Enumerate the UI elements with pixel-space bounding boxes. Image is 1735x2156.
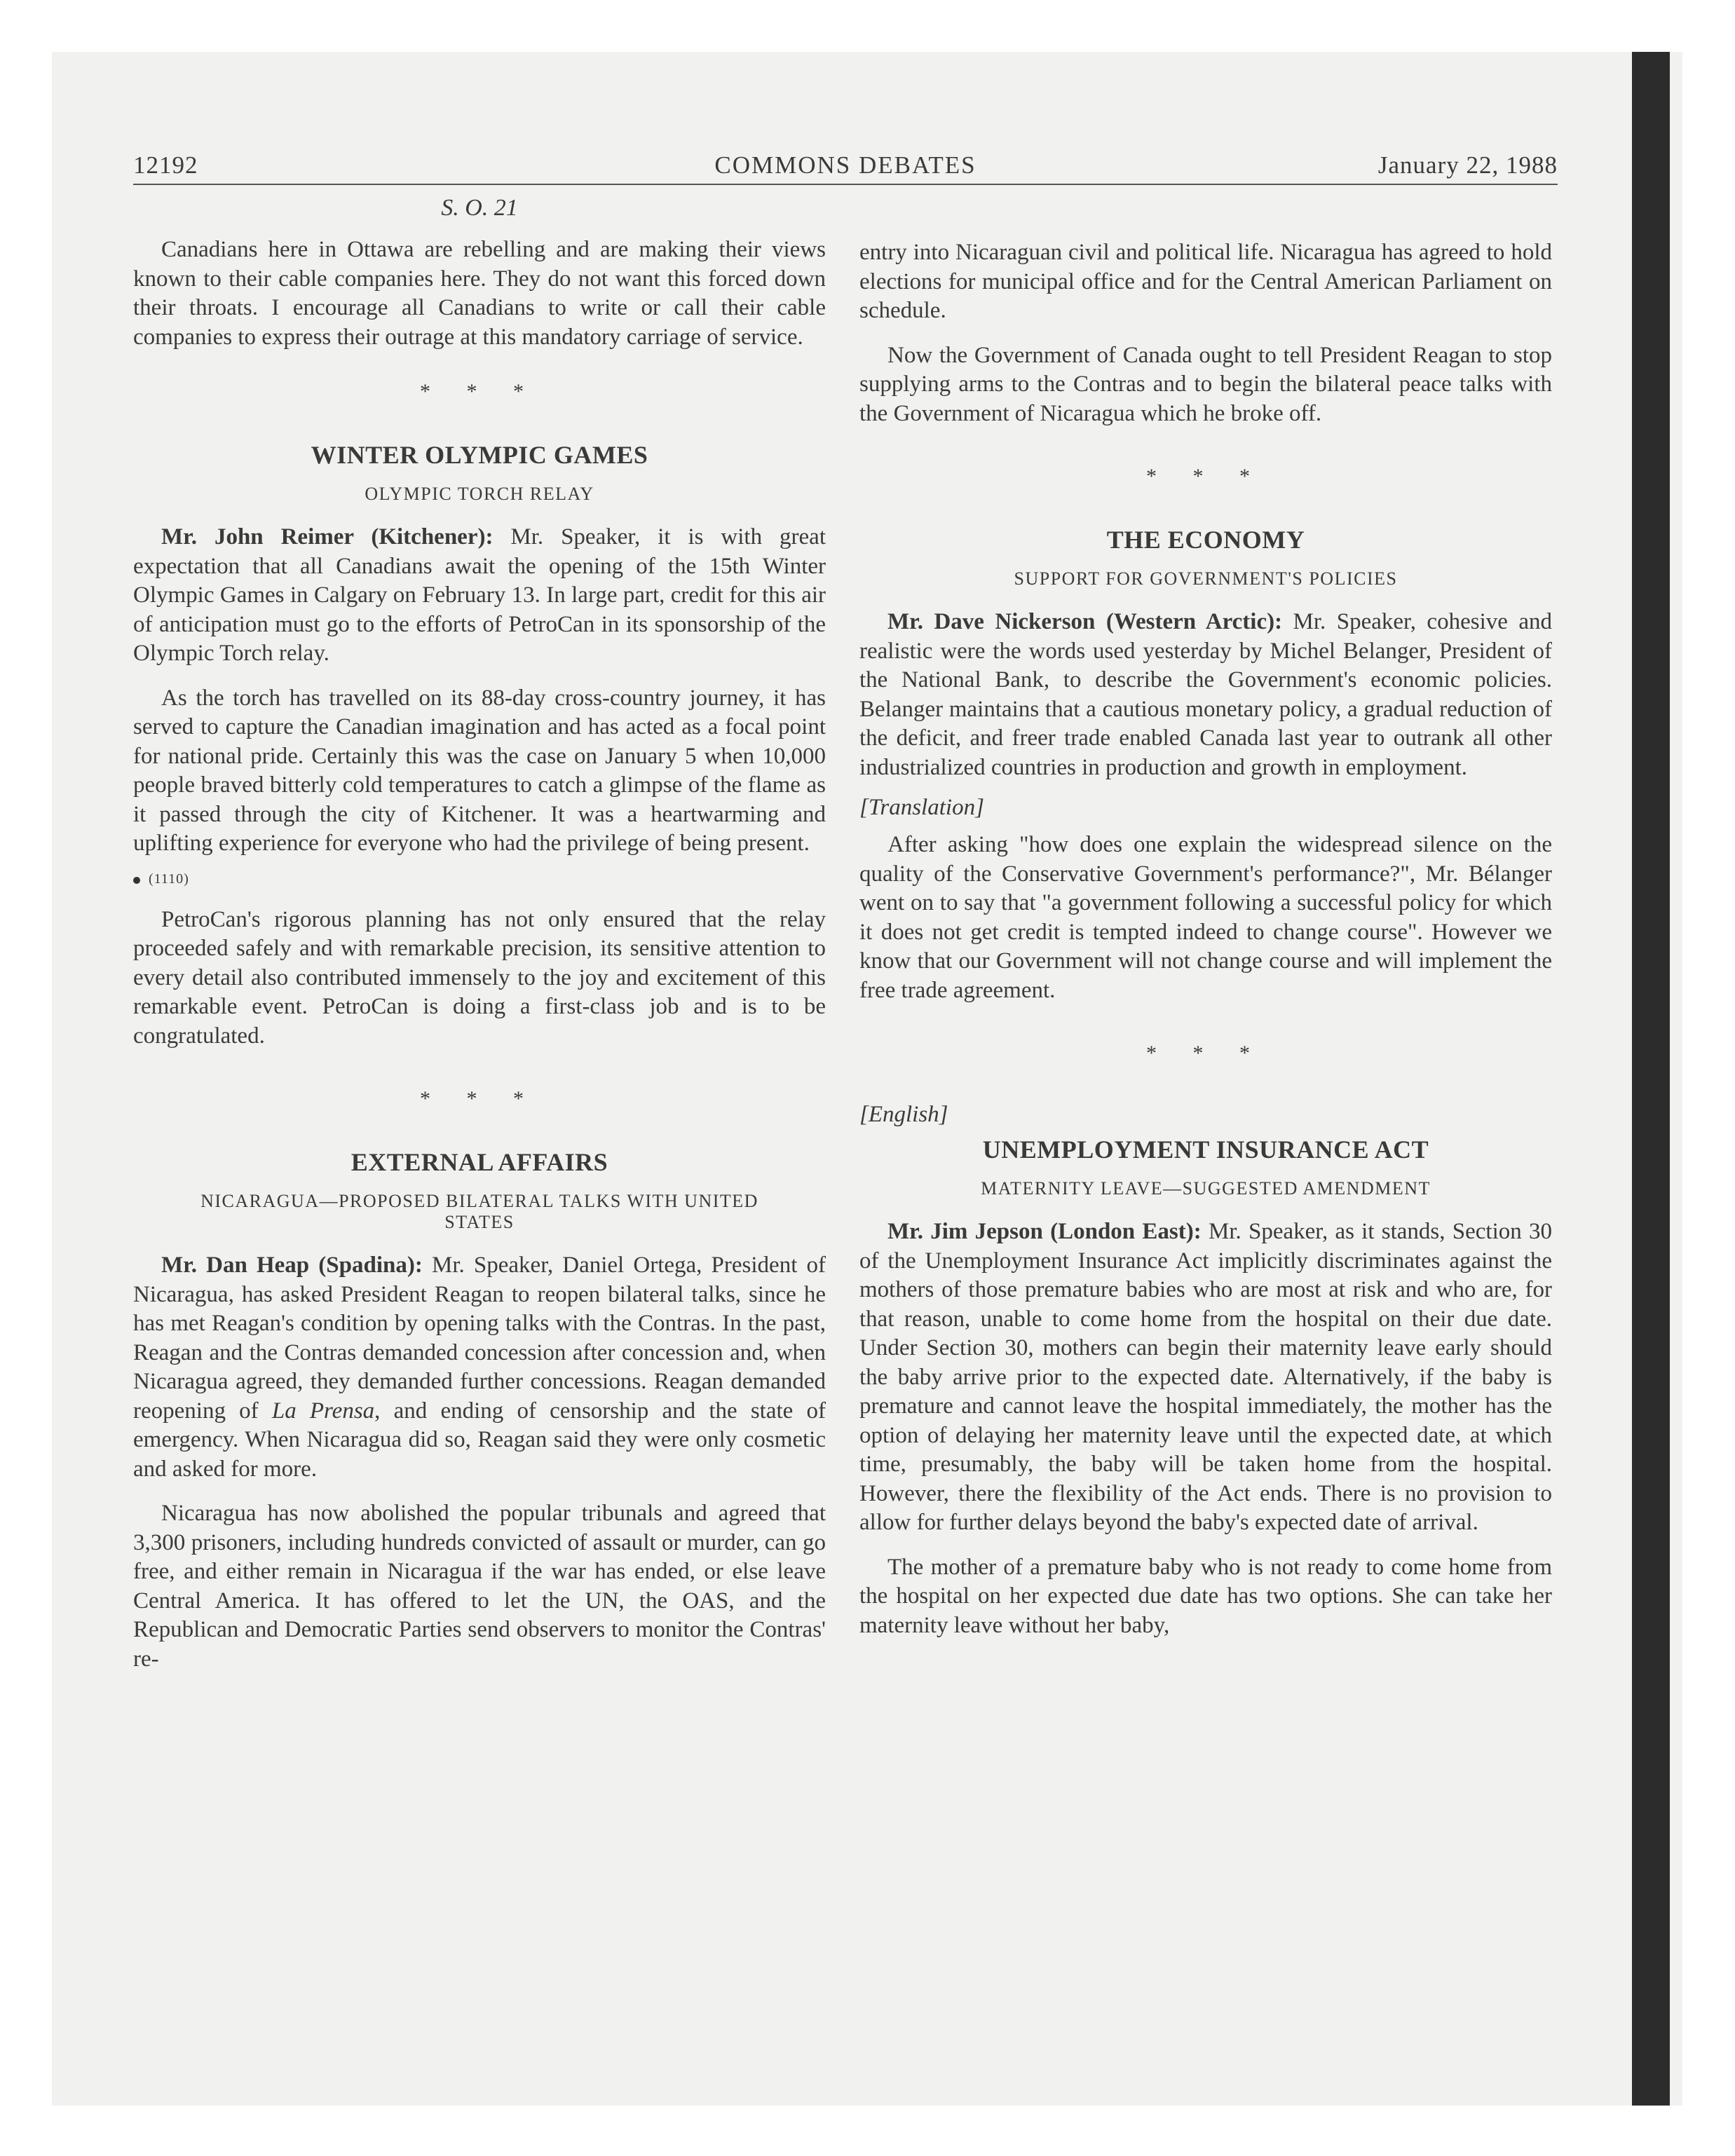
standing-order-label: S. O. 21 — [441, 195, 518, 221]
scan-edge-bar — [1632, 52, 1670, 2106]
section-separator: * * * — [1146, 1042, 1265, 1065]
paragraph: Mr. Dave Nickerson (Western Arctic): Mr. Speaker, cohesive and realistic were the words used yesterday by Michel Belanger, President of the National Bank, to describe the Government's economic policies. Belanger maintains that a cautious monetary policy, a gradual reduction of the deficit, and freer trade enabled Canada last year to outrank all other industrialized countries in production and growth in employment. — [859, 609, 1552, 780]
section-subheading: NICARAGUA—PROPOSED BILATERAL TALKS WITH UNITED STATES — [200, 1191, 758, 1232]
section-heading: UNEMPLOYMENT INSURANCE ACT — [982, 1135, 1429, 1164]
speaker-name: Mr. Jim Jepson (London East): — [887, 1219, 1202, 1244]
speaker-name: Mr. John Reimer (Kitchener): — [161, 524, 494, 550]
page-number: 12192 — [133, 151, 198, 179]
bullet-icon — [133, 877, 140, 884]
paragraph: PetroCan's rigorous planning has not only ensured that the relay proceeded safely and with remarkable precision, its sensitive attention to every detail also contributed immensely to the joy and excitement of this remarkable event. PetroCan is doing a first-class job and is to be congratulated. — [133, 906, 826, 1049]
page-header — [133, 144, 1558, 185]
paragraph: Nicaragua has now abolished the popular tribunals and agreed that 3,300 prisoners, including hundreds convicted of assault or murder, can go free, and either remain in Nicaragua if the war has ended, or else leave Central America. It has offered to let the UN, the OAS, and the Republican and Democratic Parties send observers to monitor the Contras' re- — [133, 1501, 826, 1672]
left-column — [133, 195, 826, 1674]
paragraph: After asking "how does one explain the widespread silence on the quality of the Conservative Government's performance?", Mr. Bélanger went on to say that "a government following a successful policy for which it does not get credit is tempted indeed to change course". However we know that our Government will not change course and will implement the free trade agreement. — [859, 832, 1552, 1003]
paragraph: Canadians here in Ottawa are rebelling and are making their views known to their cable companies here. They do not want this forced down their throats. I encourage all Canadians to write or call their cable companies to express their outrage at this mandatory carriage of service. — [133, 237, 826, 350]
speaker-name: Mr. Dan Heap (Spadina): — [161, 1253, 423, 1278]
section-heading: EXTERNAL AFFAIRS — [351, 1148, 608, 1176]
language-tag: [English] — [859, 1102, 948, 1127]
section-heading: THE ECONOMY — [1106, 526, 1305, 554]
paragraph: As the torch has travelled on its 88-day cross-country journey, it has served to capture the Canadian imagination and has acted as a focal point for national pride. Certainly this was the case on January 5 when 10,000 people braved bitterly cold temperatures to catch a glimpse of the flame as it passed through the city of Kitchener. It was a heartwarming and uplifting experience for everyone who had the privilege of being present. — [133, 685, 826, 856]
paragraph: Mr. John Reimer (Kitchener): Mr. Speaker, it is with great expectation that all Canadians await the opening of the 15th Winter Olympic Games in Calgary on February 13. In large part, credit for this air of anticipation must go to the efforts of PetroCan in its sponsorship of the Olympic Torch relay. — [133, 524, 826, 666]
language-tag: [Translation] — [859, 795, 984, 820]
speaker-name: Mr. Dave Nickerson (Western Arctic): — [887, 609, 1283, 634]
section-separator: * * * — [420, 1087, 539, 1110]
time-marker: (1110) — [133, 871, 826, 887]
publication-date: January 22, 1988 — [1377, 151, 1558, 179]
publication-title: COMMONS DEBATES — [714, 151, 977, 179]
paragraph: entry into Nicaraguan civil and political life. Nicaragua has agreed to hold elections for municipal office and for the Central American Parliament on schedule. — [859, 240, 1552, 323]
section-subheading: OLYMPIC TORCH RELAY — [365, 484, 594, 504]
section-separator: * * * — [420, 380, 539, 403]
paragraph: Mr. Jim Jepson (London East): Mr. Speaker, as it stands, Section 30 of the Unemployment Insurance Act implicitly discriminates against the mothers of those premature babies who are most at risk and who are, for that reason, unable to come home from the hospital on their due date. Under Section 30, mothers can begin their maternity leave early should the baby arrive prior to the expected date. Alternatively, if the baby is premature and cannot leave the hospital immediately, the mother has the option of delaying her maternity leave until the expected date, at which time, presumably, the baby will be taken home from the hospital. However, there the flexibility of the Act ends. There is no provision to allow for further delays beyond the baby's expected date of arrival. — [859, 1219, 1552, 1535]
publication-name: La Prensa — [271, 1398, 375, 1424]
paragraph: The mother of a premature baby who is not ready to come home from the hospital on her expected due date has two options. She can take her maternity leave without her baby, — [859, 1554, 1552, 1638]
paragraph: Now the Government of Canada ought to tell President Reagan to stop supplying arms to the Contras and to begin the bilateral peace talks with the Government of Nicaragua which he broke off. — [859, 342, 1552, 426]
section-heading: WINTER OLYMPIC GAMES — [311, 441, 648, 469]
paragraph: Mr. Dan Heap (Spadina): Mr. Speaker, Daniel Ortega, President of Nicaragua, has asked President Reagan to reopen bilateral talks, since he has met Reagan's condition by opening talks with the Contras. In the past, Reagan and the Contras demanded concession after concession and, when Nicaragua agreed, they demanded further concessions. Reagan demanded reopening of La Prensa, and ending of censorship and the state of emergency. When Nicaragua did so, Reagan said they were only cosmetic and asked for more. — [133, 1253, 826, 1482]
section-subheading: MATERNITY LEAVE—SUGGESTED AMENDMENT — [981, 1178, 1431, 1199]
right-column — [859, 238, 1552, 1640]
section-separator: * * * — [1146, 465, 1265, 488]
section-subheading: SUPPORT FOR GOVERNMENT'S POLICIES — [1014, 568, 1398, 589]
